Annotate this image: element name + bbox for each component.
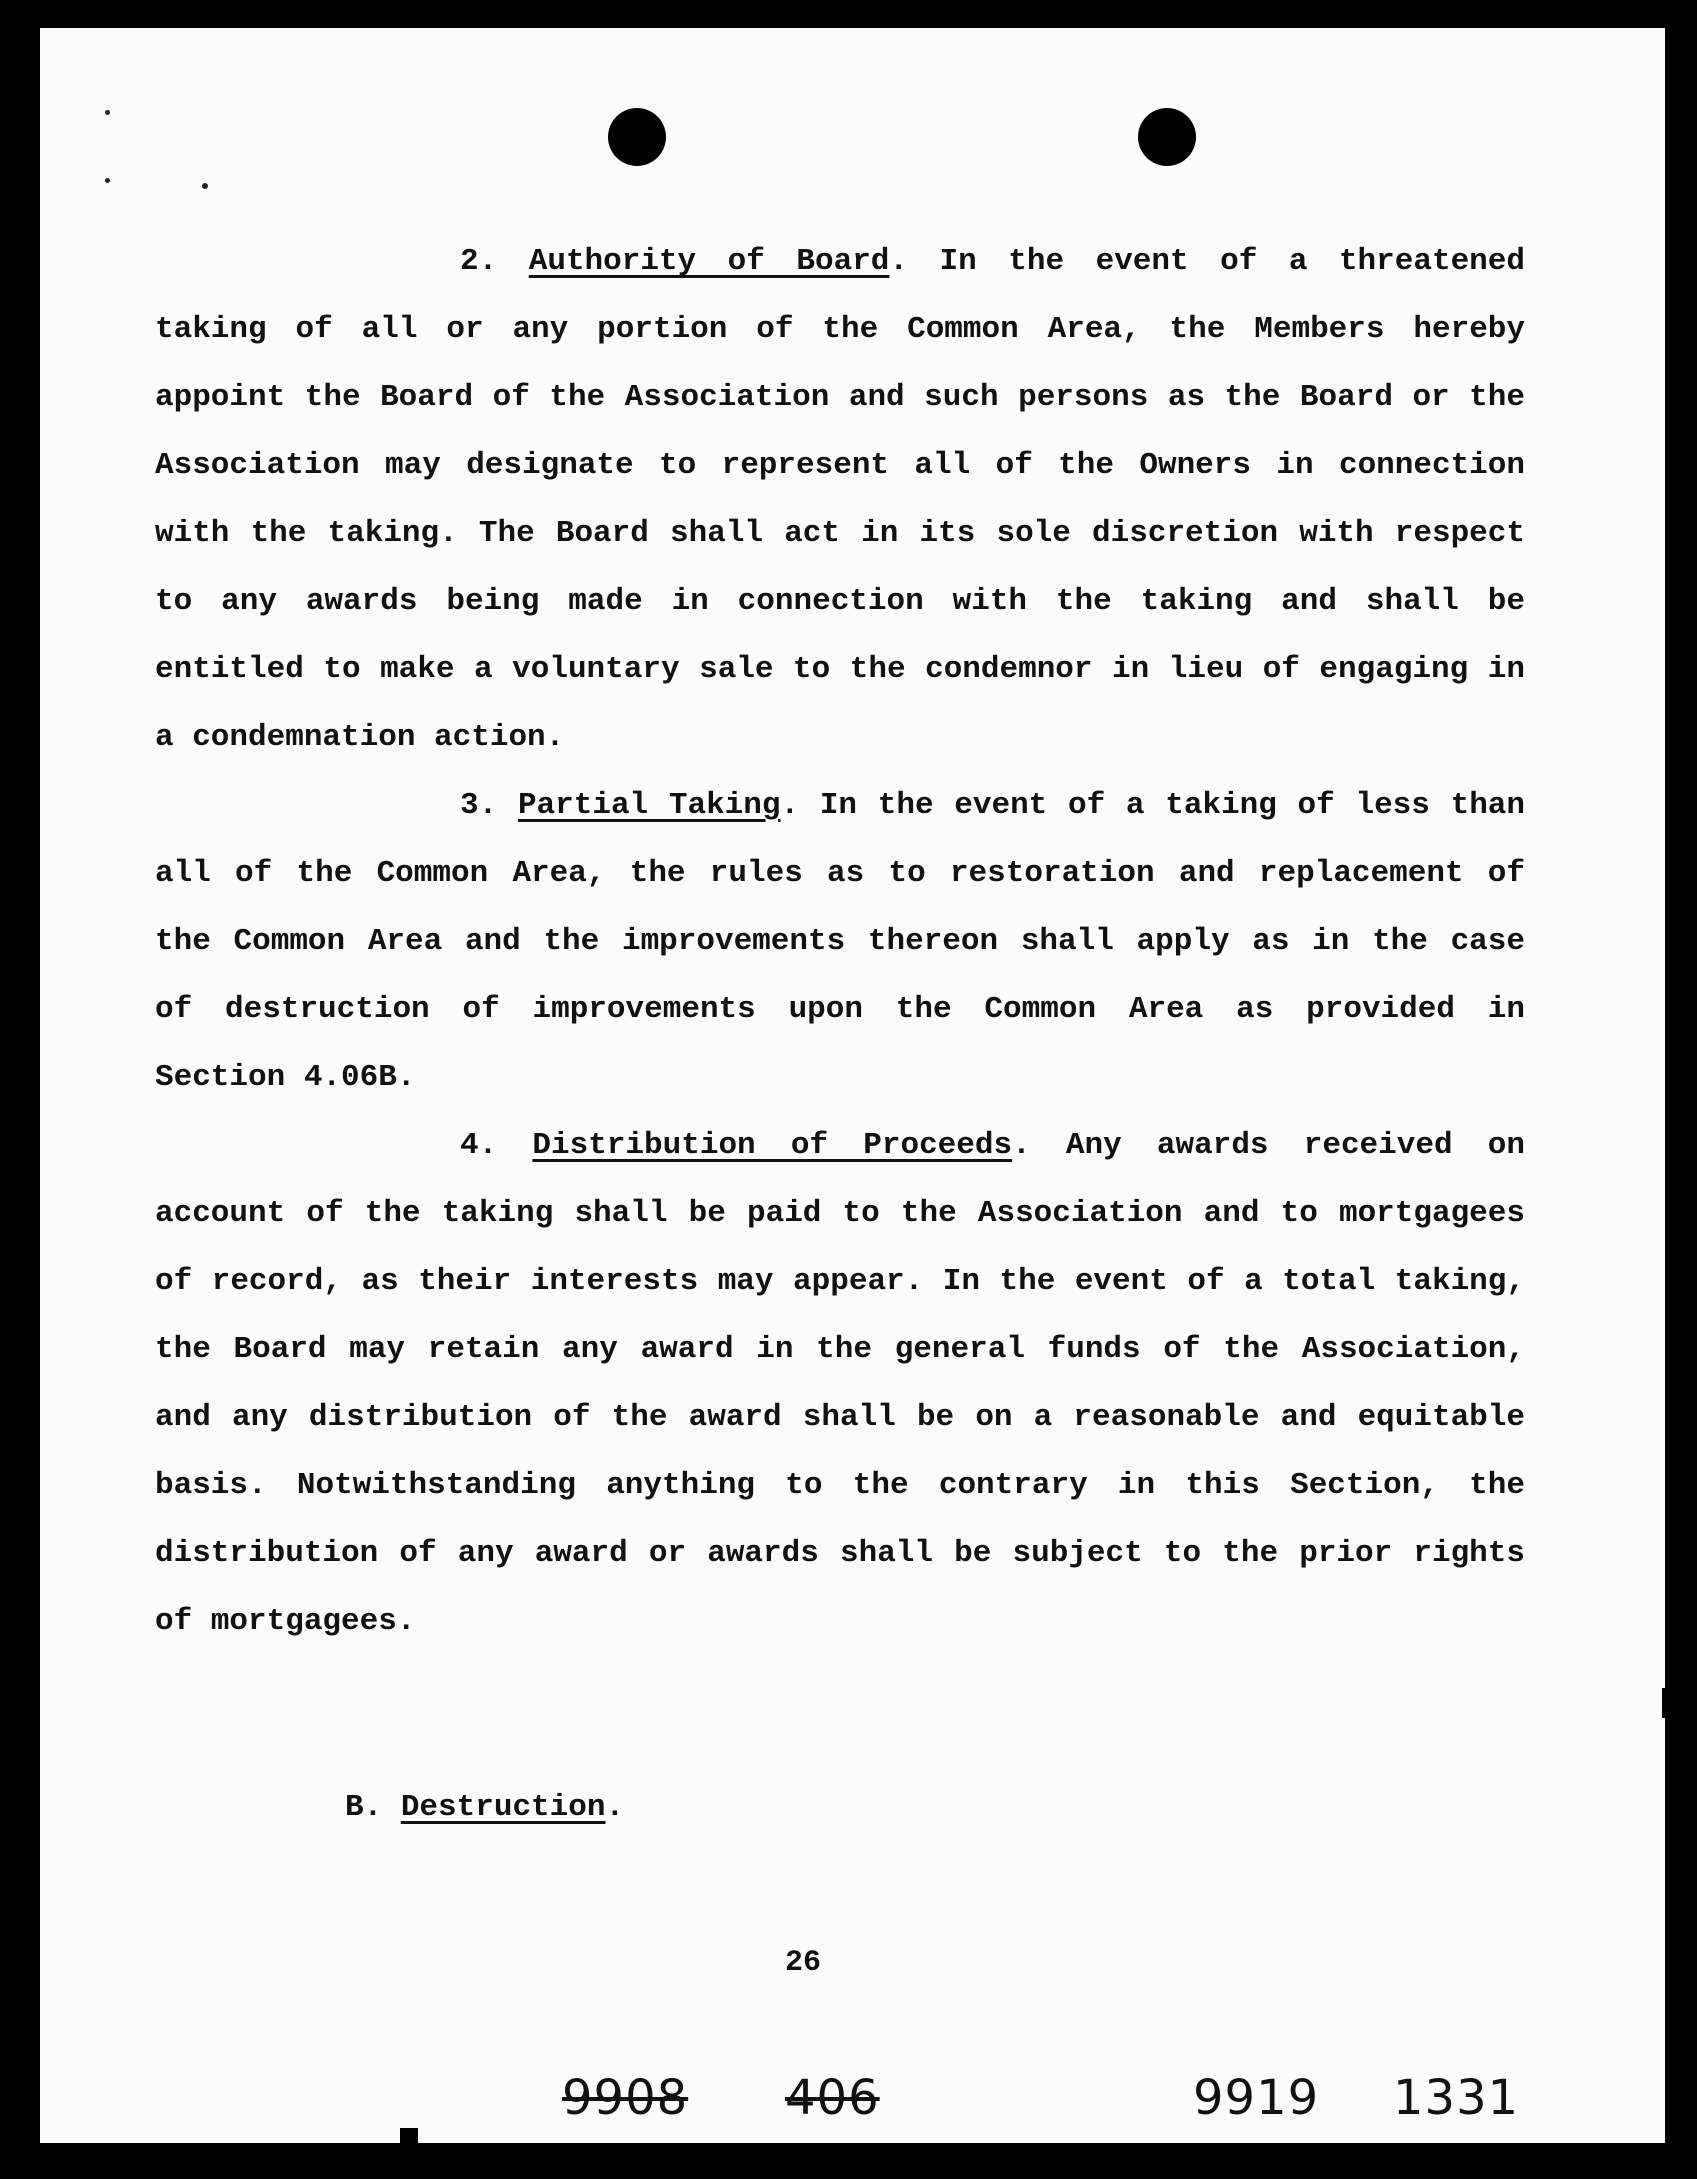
body-text (155, 228, 1525, 1656)
section-2-body: In the event of a threatened taking of all or any portion of the Common Area, the Members hereby appoint the Board of the Association and such persons as the Board or the Association may designate to represent all of the Owners in connection with the taking. The Board shall act in its sole discretion with respect to any awards being made in connection with the taking and shall be entitled to make a voluntary sale to the condemnor in lieu of engaging in a condemnation action. (155, 244, 1525, 755)
section-4: 4. Distribution of Proceeds. Any awards received on account of the taking shall be paid to the Association and to mortgagees of record, as their interests may appear. In the event of a total taking, the Board may retain any award in the general funds of the Association, and any distribution of the award shall be on a reasonable and equitable basis. Notwithstanding anything to the contrary in this Section, the distribution of any award or awards shall be subject to the prior rights of mortgagees. (155, 1128, 1525, 1639)
scan-speck (105, 178, 110, 183)
struck-stamp-mid: 406 (785, 2070, 880, 2126)
punch-hole-right (1138, 108, 1196, 166)
page-number: 26 (785, 1946, 822, 1980)
section-3-number: 3. (460, 788, 498, 823)
section-2: 2. Authority of Board. In the event of a threatened taking of all or any portion of the Common Area, the Members hereby appoint the Board of the Association and such persons as the Board or the Association may designate to represent all of the Owners in connection with the taking. The Board shall act in its sole discretion with respect to any awards being made in connection with the taking and shall be entitled to make a voluntary sale to the condemnor in lieu of engaging in a condemnation action. (155, 244, 1525, 755)
page-stamp: 1331 (1393, 2070, 1520, 2126)
section-4-number: 4. (460, 1128, 498, 1163)
subsection-heading: B. Destruction. (345, 1790, 625, 1825)
section-3-heading: Partial Taking (517, 788, 781, 823)
scan-speck (105, 110, 110, 115)
punch-hole-left (608, 108, 666, 166)
section-4-body: Any awards received on account of the taking shall be paid to the Association and to mortgagees of record, as their interests may appear. In the event of a total taking, the Board may retain any award in the general funds of the Association, and any distribution of the award shall be on a reasonable and equitable basis. Notwithstanding anything to the contrary in this Section, the distribution of any award or awards shall be subject to the prior rights of mortgagees. (155, 1128, 1525, 1639)
section-2-heading: Authority of Board (528, 244, 890, 279)
scan-edge-mark (1662, 1688, 1665, 1718)
scan-speck (202, 183, 208, 189)
struck-stamp-left: 9908 (562, 2070, 689, 2126)
section-4-heading: Distribution of Proceeds (532, 1128, 1013, 1163)
section-2-number: 2. (460, 244, 498, 279)
subsection-title: Destruction (400, 1790, 606, 1825)
scan-edge-mark (400, 2128, 418, 2143)
document-page (40, 28, 1665, 2143)
subsection-letter: B. (345, 1790, 383, 1825)
section-3: 3. Partial Taking. In the event of a taking of less than all of the Common Area, the rules as to restoration and replacement of the Common Area and the improvements thereon shall apply as in the case of destruction of improvements upon the Common Area as provided in Section 4.06B. (155, 788, 1526, 1095)
document-code-stamp: 9919 (1193, 2070, 1320, 2126)
section-3-body: In the event of a taking of less than all of the Common Area, the rules as to restoration and replacement of the Common Area and the improvements thereon shall apply as in the case of destruction of improvements upon the Common Area as provided in Section 4.06B. (155, 788, 1526, 1095)
